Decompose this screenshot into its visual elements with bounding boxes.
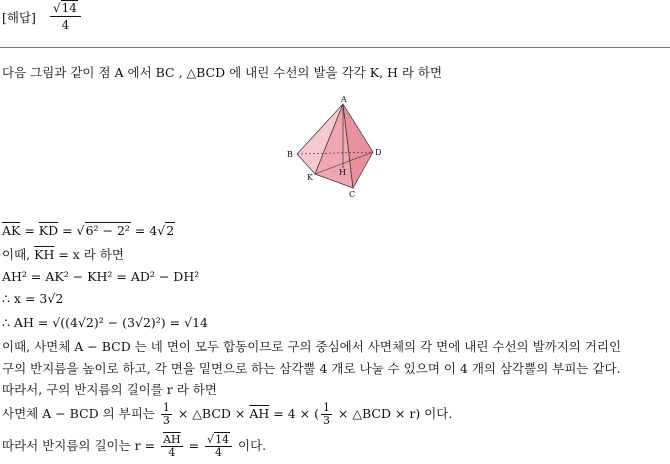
frac-sqrt-num: 14 [215,433,230,446]
eq-kh [2,246,124,264]
divider [0,47,670,48]
para-1: 이때, 사면체 A − BCD 는 네 면이 모두 합동이므로 구의 중심에서 사면체의 각 면에 내린 수선의 발까지의 거리인 [2,339,622,354]
eq7-post: 이다. [234,438,267,453]
eq-volume [2,402,452,427]
eq1-radicand: 6² − 2² [85,223,130,238]
eq2-pre: 이때, [2,247,35,262]
seg-kh: $\overline{KH}$ [34,247,55,262]
eq1-op3: = 4 [130,223,158,238]
eq1-op2: = [58,223,77,238]
para-2: 구의 반지름을 높이로 하고, 각 면을 밑면으로 하는 삼각뿔 4 개로 나눌 수 있으며 이 4 개의 삼각뿔의 부피는 같다. [2,361,621,376]
label-h: H [339,168,346,177]
answer-fraction: $\frac{√14}{4}$ [50,0,81,33]
label-d: D [375,148,382,157]
eq-ah-squared: AH² = AK² − KH² = AD² − DH² [2,269,200,284]
eq2-post: = x 라 하면 [54,247,125,262]
label-a: A [341,96,347,104]
frac-ah-over-4 [161,434,183,459]
para-3: 따라서, 구의 반지름의 길이를 r 라 하면 [2,382,217,397]
eq-ah-value: ∴ AH = √((4√2)² − (3√2)²) = √14 [2,315,208,330]
eq7-pre: 따라서 반지름의 길이는 r = [2,438,160,453]
seg-ah: $\overline{AH}$ [249,406,270,421]
eq-x-value: ∴ x = 3√2 [2,291,64,306]
frac-one-third: $\frac{1}{3}$ [162,401,170,427]
eq7-op: = [184,438,204,453]
frac-ah-num: $\overline{AH}$ [163,433,181,446]
frac-sqrt14-over-4: $\frac{√14}{4}$ [205,434,232,459]
eq6-mid3: × △BCD × r) 이다. [333,406,453,421]
eq6-pre: 사면체 A − BCD 의 부피는 [2,406,159,421]
eq1-radicand2: 2 [166,223,175,238]
label-b: B [287,150,293,159]
answer-numerator: 14 [61,1,77,15]
tetrahedron-figure [285,96,385,200]
label-k: K [307,173,313,182]
frac-ah-den: 4 [168,446,176,459]
answer-label: [해답] [2,10,36,25]
eq6-mid2: = 4 × ( [269,406,319,421]
label-c: C [349,190,356,199]
frac-one-third-2: $\frac{1}{3}$ [322,401,330,427]
seg-kd: $\overline{KD}$ [38,223,59,238]
eq6-mid: × △BCD × [173,406,250,421]
eq-radius [2,434,266,459]
intro-text: 다음 그림과 같이 점 A 에서 BC , △BCD 에 내린 수선의 발을 각각 K, H 라 하면 [2,65,443,80]
frac-sqrt-den: 4 [215,446,223,459]
answer-denominator: 4 [61,18,70,32]
seg-ak: $\overline{AK}$ [2,223,21,238]
eq1-op1: = [20,223,39,238]
eq-ak-kd: $\overline{AK} = \overline{KD} = √6^2 - 2^2 = 4√2$ [2,223,175,238]
